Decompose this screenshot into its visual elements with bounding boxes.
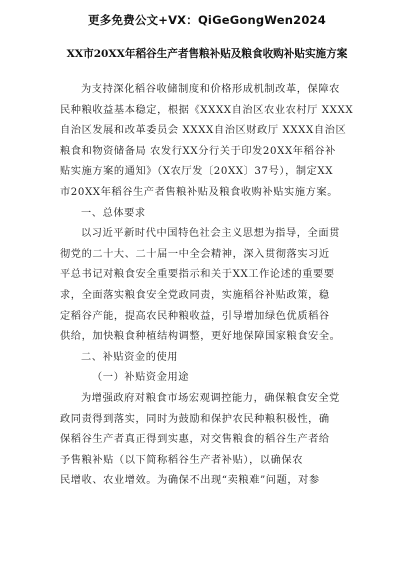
paragraph-line: 民增收、农业增效。为确保不出现“卖粮难”问题，对参 — [60, 475, 320, 487]
paragraph-line: 粮食和物资储备局 农发行XX分行关于印发20XX年稻谷补 — [60, 145, 336, 157]
section-heading: 二、补贴资金的使用 — [81, 351, 179, 363]
section-heading: 一、总体要求 — [81, 207, 146, 219]
subsection-heading: （一）补贴资金用途 — [92, 372, 190, 384]
paragraph-line: 贴实施方案的通知》（X农厅发〔20XX〕37号），制定XX — [60, 166, 334, 178]
paragraph-line: 为增强政府对粮食市场宏观调控能力，确保粮食安全党 — [81, 392, 340, 404]
paragraph-line: 自治区发展和改革委员会 XXXX自治区财政厅 XXXX自治区 — [60, 125, 347, 137]
promo-header: 更多免费公文+VX：QiGeGongWen2024 — [88, 13, 326, 27]
document-body — [60, 80, 354, 492]
paragraph-line: 求，全面落实粮食安全党政同责，实施稻谷补贴政策，稳 — [60, 289, 330, 301]
paragraph-line: 定稻谷产能，提高农民种粮收益，引导增加绿色优质稻谷 — [60, 310, 330, 322]
paragraph-line: 保稻谷生产者真正得到实惠，对交售粮食的稻谷生产者给 — [60, 434, 330, 446]
paragraph-line: 市20XX年稻谷生产者售粮补贴及粮食收购补贴实施方案。 — [60, 186, 338, 198]
paragraph-line: 民种粮收益基本稳定，根据《XXXX自治区农业农村厅 XXXX — [60, 104, 354, 116]
paragraph-line: 为支持深化稻谷收储制度和价格形成机制改革，保障农 — [81, 84, 340, 95]
paragraph-line: 以习近平新时代中国特色社会主义思想为指导，全面贯 — [81, 228, 340, 240]
paragraph-line: 供给，加快粮食种植结构调整，更好地保障国家粮食安全。 — [60, 331, 341, 343]
paragraph-line: 彻党的二十大、二十届一中全会精神，深入贯彻落实习近 — [60, 248, 330, 260]
paragraph-line: 政同责得到落实，同时为鼓励和保护农民种粮积极性，确 — [60, 413, 330, 425]
paragraph-line: 平总书记对粮食安全重要指示和关于XX工作论述的重要要 — [60, 269, 335, 281]
paragraph-line: 予售粮补贴（以下简称稻谷生产者补贴），以确保农 — [60, 454, 304, 466]
document-title: XX市20XX年稻谷生产者售粮补贴及粮食收购补贴实施方案 — [66, 48, 348, 60]
